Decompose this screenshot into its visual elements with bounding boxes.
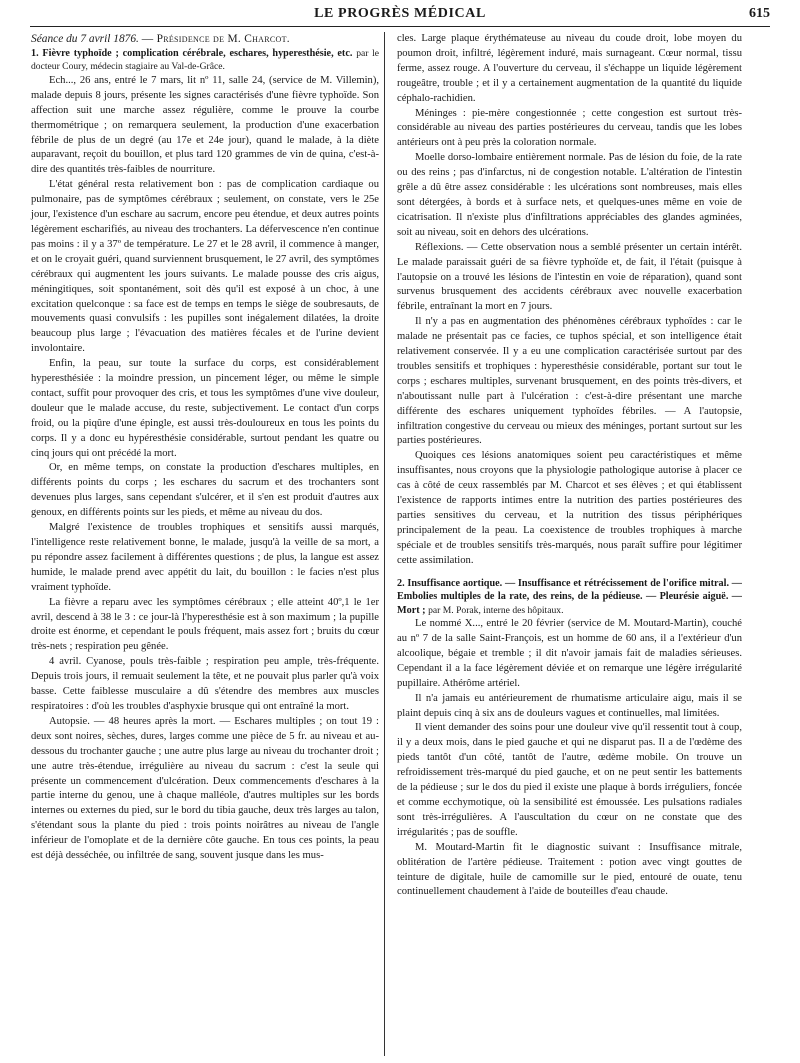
- paragraph: Il n'y a pas en augmentation des phénomènes cérébraux typhoïdes : car le malade ne présentait pas ce facies, ce tuphos spécial, et son intelligence était relativement conservée. Il y a eu une complication caractérisée surtout par des troubles sensitifs et trophiques : hyperesthésie considérable, portant sur tout le corps ; eschares multiples, survenant brusquement, en des points très-divers, et n'aboutissant nulle part à l'ulcération : c'est-à-dire présentant une marche différente des eschares uniquement typhoïdes fébriles. — A l'autopsie, infiltration congestive du cerveau ou mieux des méninges, portant surtout sur les parties postérieures.: [397, 316, 742, 447]
- case1-heading: [31, 47, 379, 74]
- paragraph: Or, en même temps, on constate la production d'eschares multiples, en différents points du corps ; les eschares du sacrum et des trochanters sont devenues plus larges, sans cependant s'ulcérer, et il s'en est produit d'autres aux genoux, en différents points sur les pieds, et même au niveau du dos.: [31, 462, 379, 519]
- paragraph: Autopsie. — 48 heures après la mort. — Eschares multiples ; on tout 19 : deux sont noires, sèches, dures, larges comme une pièce de 5 fr. au niveau et au-dessous du trochanter gauche ; une autre plus large au niveau du trochanter droit ; une autre très-étendue, irrégulière au niveau du sacrum : c'est la seule qui présente un commencement d'ulcération. Deux commencements d'eschares à la partie interne du genou, une à chaque malléole, d'autres multiples sur les bords internes ou externes du pied, sur le bord du tibia gauche, deux très larges au talon, s'étendant sous la plante du pied : trois points noirâtres au niveau de l'angle inférieur de l'omoplate et de la dernière côte gauche. En tous ces points, la peau est déjà desséchée, ou infiltrée de sang, souvent jusque dans les mus-: [31, 715, 379, 862]
- seance-presidence: — Présidence de M. Charcot.: [141, 33, 290, 45]
- seance-line: [31, 32, 379, 47]
- paragraph: Méninges : pie-mère congestionnée ; cette congestion est surtout très-considérable au niveau des parties postérieures du cerveau, tandis que les lobes antérieurs ont à peu près la coloration normale.: [397, 107, 742, 149]
- paragraph: Il n'a jamais eu antérieurement de rhumatisme articulaire aigu, mais il se plaint depuis cinq à six ans de douleurs vagues et continuelles, mal limitées.: [397, 692, 742, 719]
- right-column: [397, 32, 742, 900]
- paragraph: L'état général resta relativement bon : pas de complication cardiaque ou pulmonaire, pas de symptômes cérébraux ; seulement, on constate, vers le 25e jour, l'existence d'un eschare au sacrum, encore peu étendue, et deux autres points légèrement escharifiés, au niveau des trochanters. La défervescence n'en continue pas moins : il y a 37º de température. Le 27 et le 28 avril, il commence à manger, et on le croyait guéri, quand surviennent brusquement, le 27 avril, des symptômes cérébraux qui augmentent les jours suivants. Le malade pousse des cris aigus, méningitiques, soit spontanément, soit dès qu'il est exposé à un choc, à une excitation quelconque : sa face est de temps en temps le siège de soubresauts, de mouvements quasi convulsifs : les pupilles sont inégalement dilatées, la droite beaucoup plus large ; l'évacuation des matières fécales et de l'urine devient involontaire.: [31, 179, 379, 355]
- case2-author: par M. Porak, interne des hôpitaux.: [428, 604, 564, 616]
- journal-title: LE PROGRÈS MÉDICAL: [314, 6, 486, 21]
- paragraph: Quoiques ces lésions anatomiques soient peu caractéristiques et même insuffisantes, nous croyons que la physiologie pathologique autorise à placer ce cas à côté de ceux rassemblés par M. Charcot et ses élèves ; et qui établissent l'existence de rapports intimes entre la nutrition des parties postérieures des parties sensitives du cerveau, et la nutrition des tissus périphériques principalement de la peau. La coexistence de troubles trophiques à marche spéciale et de troubles sensitifs très-marqués, nous paraît suffire pour légitimer cette assimilation.: [397, 450, 742, 566]
- case1-author: par le docteur Coury, médecin stagiaire au Val-de-Grâce.: [31, 47, 380, 73]
- case2-title: 2. Insuffisance aortique. — Insuffisance et rétrécissement de l'orifice mitral. — Embolies multiples de la rate, des reins, de la pédieuse. — Pleurésie aiguë. — Mort ;: [397, 577, 742, 616]
- paragraph: Ech..., 26 ans, entré le 7 mars, lit nº 11, salle 24, (service de M. Villemin), malade depuis 8 jours, présente les signes caractérisés d'une fièvre typhoïde. Son affection suit une marche assez régulière, comme le prouve la courbe thermométrique ; on remarquera seulement, la production d'une exacerbation fébrile de plus de un degré (au 17e et 24e jour), quand le malade, à la diète auparavant, reçoit du bouillon, et plus tard 120 grammes de vin de quina, c'est-à-dire des quantités très-faibles de nourriture.: [31, 74, 379, 176]
- paragraph: Réflexions. — Cette observation nous a semblé présenter un certain intérêt. Le malade paraissait guéri de sa fièvre typhoïde et, de fait, il l'était (puisque à l'autopsie on a trouvé les lésions de l'intestin en voie de réparation), quand sont survenus brusquement des accidents cérébraux avec nouvelle exacerbation fébrile, entraînant la mort en 7 jours.: [397, 241, 742, 313]
- case1-title: 1. Fièvre typhoïde ; complication cérébrale, eschares, hyperesthésie, etc.: [31, 47, 353, 59]
- paragraph: La fièvre a reparu avec les symptômes cérébraux ; elle atteint 40º,1 le 1er avril, descend à 38 le 3 : ce jour-là l'hyperesthésie est à son maximum ; la pupille droite est énorme, et cependant le pouls fréquent, mais assez fort ; bruits du cœur très-nets ; respiration peu gênée.: [31, 596, 379, 653]
- paragraph: Le nommé X..., entré le 20 février (service de M. Moutard-Martin), couché au nº 7 de la salle Saint-François, est un homme de 60 ans, il a l'extérieur d'un alcoolique, bégaie et tremble ; il dit n'avoir jamais fait de maladies sérieuses. Cependant il a la face légèrement déviée et on remarque une légère irrégularité pupillaire. Athérôme artériel.: [397, 618, 742, 689]
- paragraph: cles. Large plaque érythémateuse au niveau du coude droit, lobe moyen du poumon droit, infiltré, légèrement induré, mais surnageant. Cœur normal, tissu ferme, assez rouge. A l'ouverture du cerveau, il s'échappe un liquide légèrement rougeâtre, trouble ; et il y a certainement augmentation de la quantité du liquide céphalo-rachidien.: [397, 33, 742, 104]
- paragraph: Il vient demander des soins pour une douleur vive qu'il ressentit tout à coup, il y a deux mois, dans le pied gauche et qui ne disparut pas. Il a de l'œdème des pieds tantôt d'un côté, tantôt de l'autre, œdème mobile. On trouve un refroidissement très-marqué du pied gauche, et on ne peut sentir les battements de la pédieuse ; sur le dos du pied il existe une plaque à bords irréguliers, foncée et comme ecchymotique, où la sensibilité est émoussée. Les pulsations radiales sont très-irrégulières. A l'auscultation du cœur on ne constate que des irrégularités ; pas de souffle.: [397, 722, 742, 838]
- page-header: [30, 6, 770, 27]
- left-column: [31, 32, 379, 864]
- column-divider: [384, 32, 385, 1056]
- paragraph: 4 avril. Cyanose, pouls très-faible ; respiration peu ample, très-fréquente. Depuis trois jours, il remuait seulement la tête, et ne pouvait plus parler qu'à voix basse. Cette faiblesse musculaire a dû s'étendre des membres aux muscles respiratoires : d'où les troubles d'asphyxie brusque qui ont entraîné la mort.: [31, 656, 379, 712]
- paragraph: Moelle dorso-lombaire entièrement normale. Pas de lésion du foie, de la rate ou des reins ; pas d'infarctus, ni de congestion notable. L'altération de l'intestin grêle a dû être assez considérable : les ulcérations sont nombreuses, mais elles sont détergées, à bords et à surface nets, et quelques-unes même en voie de cicatrisation. Il n'existe plus d'infiltrations appréciables des glandes agminées, soit au niveau, soit en dehors des ulcérations.: [397, 152, 742, 238]
- paragraph: M. Moutard-Martin fit le diagnostic suivant : Insuffisance mitrale, oblitération de l'artère pédieuse. Traitement : potion avec vingt gouttes de teinture de digitale, huile de camomille sur le pied, entouré de ouate, tenu continuellement chaudement à l'aide de bouteilles d'eau chaude.: [397, 841, 742, 898]
- case2-heading: [397, 577, 742, 618]
- page-number: 615: [749, 6, 770, 21]
- paragraph: Malgré l'existence de troubles trophiques et sensitifs aussi marqués, l'intelligence reste relativement bonne, le malade, jusqu'à la veille de sa mort, a pu répondre assez facilement à différentes questions ; de plus, la langue est assez humide, le malade prend avec appétit du lait, du bouillon : le facies n'est plus vraiment typhoïde.: [31, 522, 379, 593]
- paragraph: Enfin, la peau, sur toute la surface du corps, est considérablement hyperesthésiée : la moindre pression, un pincement léger, ou même le simple contact, suffit pour provoquer des cris, et tous les symptômes d'une vive douleur, douleur que le malade accuse, du reste, subjectivement. Le contact d'un corps froid, ou la piqûre d'une épingle, est aussi très-douloureux en tous les points du corps. Il y a donc eu hypéresthésie considérable, surtout pendant les quatre ou cinq jours qui ont précédé la mort.: [31, 358, 379, 459]
- seance-date: Séance du 7 avril 1876.: [31, 33, 139, 45]
